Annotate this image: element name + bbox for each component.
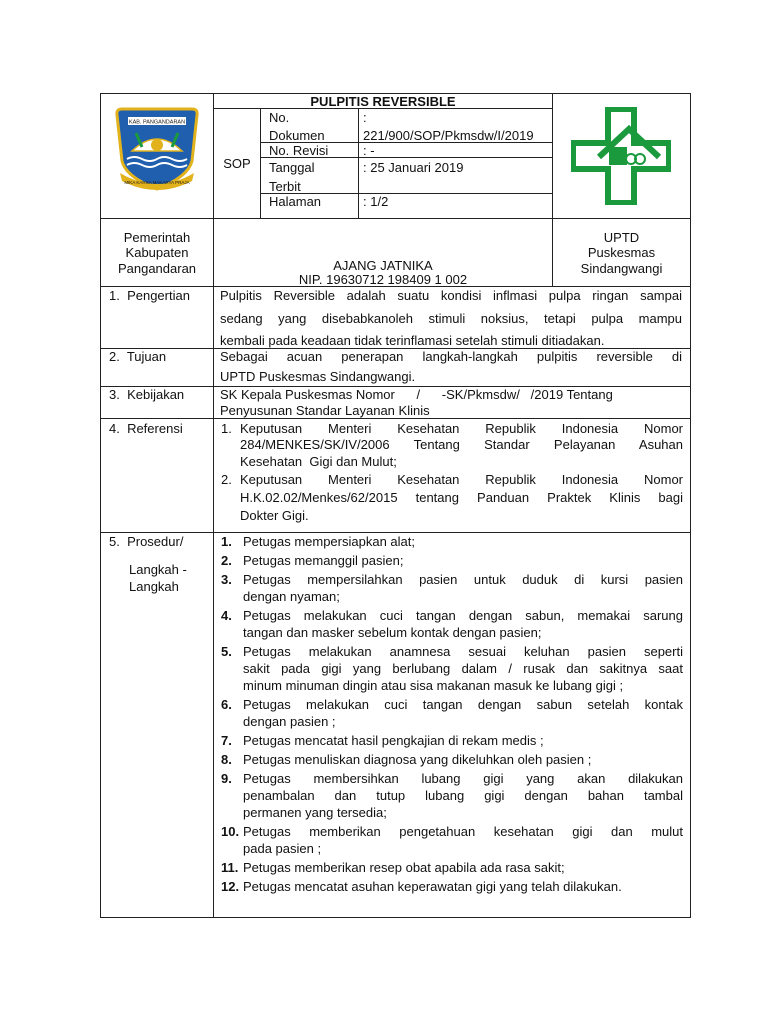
tujuan-line-1: Sebagai acuan penerapan langkah-langkah pulpitis reversible di xyxy=(220,349,682,364)
signer-nip: NIP. 19630712 198409 1 002 xyxy=(298,272,468,287)
procedure-step-text: Petugas memanggil pasien; xyxy=(243,553,404,568)
authority-right-line-1: UPTD xyxy=(603,230,640,245)
field-no-revisi-value: : - xyxy=(363,143,375,158)
kebijakan-line-1: SK Kepala Puskesmas Nomor / -SK/Pkmsdw/ /2019 Tentang xyxy=(220,387,613,402)
section-referensi-label: 4. Referensi xyxy=(109,421,183,436)
authority-right-line-3: Sindangwangi xyxy=(580,261,663,276)
referensi-1-line-2: 284/MENKES/SK/IV/2006 Tentang Standar Pelayanan Asuhan xyxy=(240,437,683,452)
authority-right-line-2: Puskesmas xyxy=(587,245,656,260)
procedure-step-text: minum minuman dingin atau sisa makanan masuk ke lubang gigi ; xyxy=(243,678,624,693)
procedure-step-text: Petugas mencatat asuhan keperawatan gigi yang telah dilakukan. xyxy=(243,879,622,894)
field-tanggal-label-1: Tanggal xyxy=(269,160,315,175)
referensi-2-num: 2. xyxy=(221,472,232,487)
tujuan-line-2: UPTD Puskesmas Sindangwangi. xyxy=(220,369,416,384)
procedure-step-number: 3. xyxy=(221,572,232,587)
referensi-1-num: 1. xyxy=(221,421,232,436)
authority-left-line-1: Pemerintah xyxy=(123,230,191,245)
field-no-revisi-label: No. Revisi xyxy=(269,143,329,158)
field-tanggal-value: : 25 Januari 2019 xyxy=(363,160,464,175)
crest-banner-text: KAB. PANGANDARAN xyxy=(128,119,186,126)
pengertian-line-3: kembali pada keadaan tidak terinflamasi setelah stimuli ditiadakan. xyxy=(220,333,605,348)
procedure-step-number: 9. xyxy=(221,771,232,786)
authority-left-line-2: Kabupaten xyxy=(125,245,189,260)
procedure-step-text: sakit pada gigi yang berlubang dalam / rusak dan sakitnya saat xyxy=(243,661,683,676)
referensi-2-line-3: Dokter Gigi. xyxy=(240,508,309,523)
procedure-step-number: 6. xyxy=(221,697,232,712)
procedure-step-text: dengan nyaman; xyxy=(243,589,340,604)
field-no-dokumen-colon: : xyxy=(363,110,367,125)
section-prosedur-label-3: Langkah xyxy=(129,579,179,594)
field-tanggal-label-2: Terbit xyxy=(269,179,301,194)
procedure-step-number: 10. xyxy=(221,824,240,839)
section-pengertian-label: 1. Pengertian xyxy=(109,288,190,303)
procedure-step-text: dengan pasien ; xyxy=(243,714,336,729)
procedure-step-text: Petugas mempersiapkan alat; xyxy=(243,534,415,549)
referensi-2-line-1: Keputusan Menteri Kesehatan Republik Indonesia Nomor xyxy=(240,472,683,487)
crest-motto-text: MIKA KARSA MAKARYA PRAJA xyxy=(124,180,190,185)
authority-left-line-3: Pangandaran xyxy=(117,261,197,276)
section-tujuan-label: 2. Tujuan xyxy=(109,349,167,364)
referensi-1-line-1: Keputusan Menteri Kesehatan Republik Indonesia Nomor xyxy=(240,421,683,436)
field-no-dokumen-value: 221/900/SOP/Pkmsdw/I/2019 xyxy=(363,128,534,143)
referensi-1-line-3: Kesehatan Gigi dan Mulut; xyxy=(240,454,397,469)
procedure-step-text: pada pasien ; xyxy=(243,841,322,856)
procedure-step-number: 11. xyxy=(221,860,239,875)
pengertian-line-2: sedang yang disebabkanoleh stimuli noksius, tetapi pulpa mampu xyxy=(220,311,682,326)
field-halaman-label: Halaman xyxy=(269,194,322,209)
procedure-step-text: Petugas membersihkan lubang gigi yang akan dilakukan xyxy=(243,771,683,786)
field-no-dokumen-label-1: No. xyxy=(269,110,290,125)
sop-label: SOP xyxy=(223,156,251,171)
signer-name: AJANG JATNIKA xyxy=(333,258,433,273)
procedure-step-number: 8. xyxy=(221,752,232,767)
procedure-step-number: 12. xyxy=(221,879,240,894)
procedure-step-text: Petugas melakukan anamnesa sesuai keluhan pasien seperti xyxy=(243,644,683,659)
procedure-step-text: tangan dan masker sebelum kontak dengan pasien; xyxy=(243,625,542,640)
document-title: PULPITIS REVERSIBLE xyxy=(310,94,456,109)
procedure-step-number: 5. xyxy=(221,644,232,659)
procedure-step-text: Petugas menuliskan diagnosa yang dikeluhkan oleh pasien ; xyxy=(243,752,592,767)
procedure-step-text: Petugas mempersilahkan pasien untuk duduk di kursi pasien xyxy=(243,572,683,587)
procedure-step-number: 2. xyxy=(221,553,232,568)
procedure-step-text: Petugas memberikan pengetahuan kesehatan gigi dan mulut xyxy=(243,824,683,839)
section-prosedur-label-1: 5. Prosedur/ xyxy=(109,534,184,549)
procedure-step-text: permanen yang tersedia; xyxy=(243,805,387,820)
procedure-step-text: Petugas memberikan resep obat apabila ada rasa sakit; xyxy=(243,860,565,875)
procedure-step-number: 1. xyxy=(221,534,232,549)
puskesmas-cross-logo xyxy=(571,107,671,205)
procedure-step-text: Petugas melakukan cuci tangan dengan sabun setelah kontak xyxy=(243,697,683,712)
procedure-step-text: Petugas melakukan cuci tangan dengan sabun, memakai sarung xyxy=(243,608,683,623)
pangandaran-crest-logo xyxy=(112,103,202,195)
referensi-2-line-2: H.K.02.02/Menkes/62/2015 tentang Panduan Praktek Klinis bagi xyxy=(240,490,683,505)
procedure-step-text: penambalan dan tutup lubang gigi dengan bahan tambal xyxy=(243,788,683,803)
procedure-step-number: 4. xyxy=(221,608,232,623)
pengertian-line-1: Pulpitis Reversible adalah suatu kondisi inflmasi pulpa ringan sampai xyxy=(220,288,682,303)
kebijakan-line-2: Penyusunan Standar Layanan Klinis xyxy=(220,403,430,418)
section-kebijakan-label: 3. Kebijakan xyxy=(109,387,185,402)
section-prosedur-label-2: Langkah - xyxy=(129,562,187,577)
procedure-step-number: 7. xyxy=(221,733,232,748)
field-halaman-value: : 1/2 xyxy=(363,194,389,209)
field-no-dokumen-label-2: Dokumen xyxy=(269,128,325,143)
procedure-step-text: Petugas mencatat hasil pengkajian di rekam medis ; xyxy=(243,733,544,748)
